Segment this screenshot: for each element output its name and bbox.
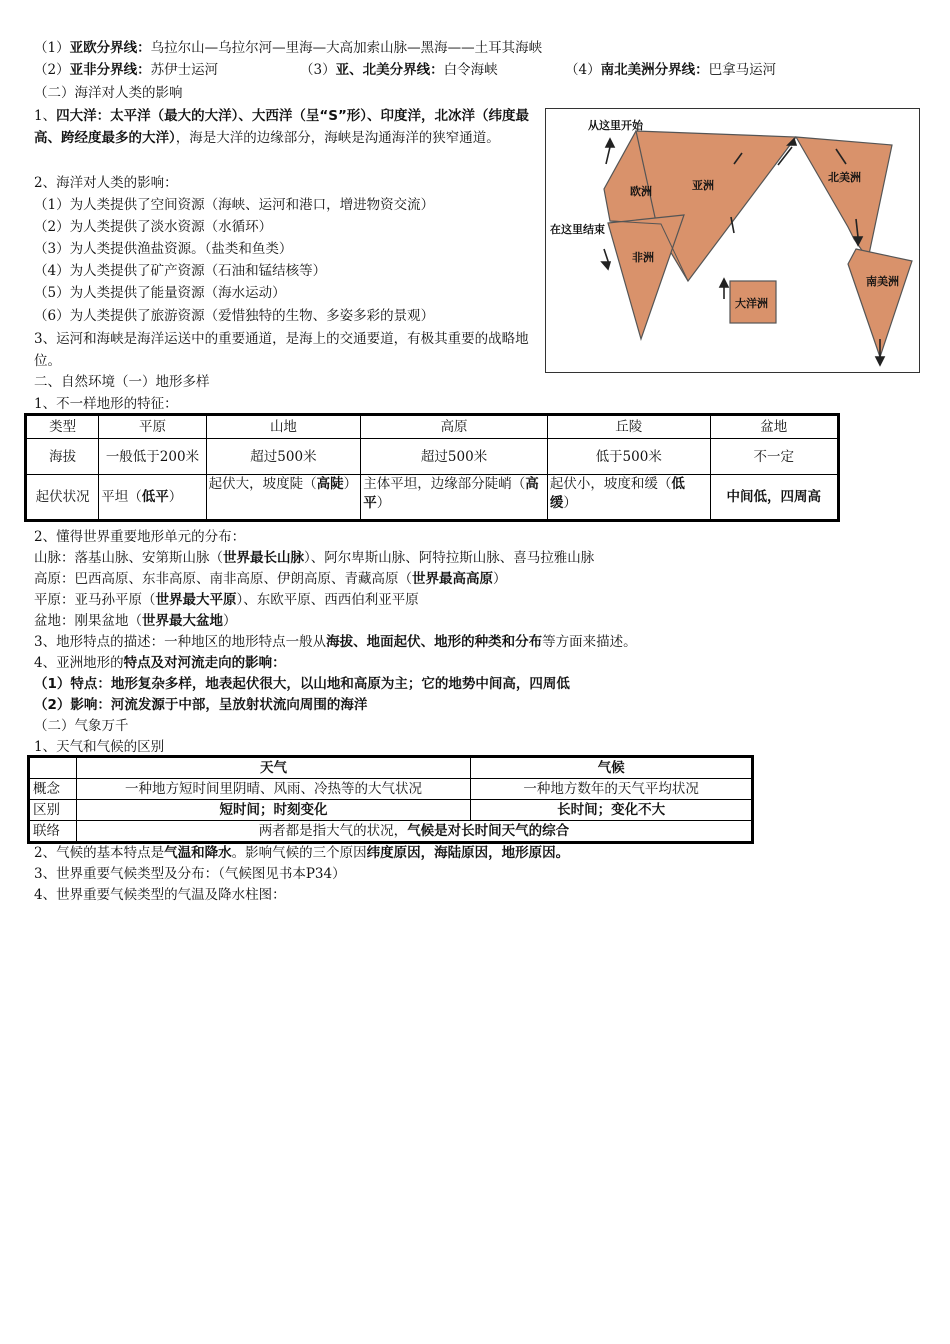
item-number: （4） <box>565 62 601 78</box>
terrain-description-line <box>34 631 637 653</box>
cell-difference-label: 区别 <box>29 800 77 821</box>
header-plain: 平原 <box>99 415 206 439</box>
africa-label: 非洲 <box>632 251 654 264</box>
line-bold: 纬度原因，海陆原因，地形原因。 <box>366 845 570 861</box>
header-weather <box>76 757 470 779</box>
cell-text: 起伏大，坡度陡（ <box>208 476 317 492</box>
continents-svg <box>546 109 919 372</box>
line-text: 。影响气候的三个原因 <box>231 845 367 861</box>
asia-influence-line <box>34 694 367 716</box>
line-bold: 气温和降水 <box>164 845 232 861</box>
table-row-difference <box>29 800 753 821</box>
boundary-title: 亚欧分界线： <box>69 40 151 56</box>
line-text: ） <box>223 613 237 629</box>
ocean-item-6: （6）为人类提供了旅游资源（爱惜独特的生物、多姿多彩的景观） <box>34 308 435 324</box>
boundary-text: 白令海峡 <box>443 62 498 78</box>
cell-bold: 低缓 <box>549 476 685 511</box>
south-america-label: 南美洲 <box>866 275 899 288</box>
line-bold: 特点及对河流走向的影响： <box>123 655 286 671</box>
header-text: 天气 <box>260 760 288 776</box>
cell-text: ） <box>376 495 391 511</box>
header-hill: 丘陵 <box>547 415 710 439</box>
line-text: ）、阿尔卑斯山脉、阿特拉斯山脉、喜马拉雅山脉 <box>304 550 595 566</box>
europe-label: 欧洲 <box>630 185 652 198</box>
paragraph-text: ，海是大洋的边缘部分，海峡是沟通海洋的狭窄通道。 <box>175 130 500 146</box>
line-text: 平原：亚马孙平原（ <box>34 592 156 608</box>
boundary-title: 亚、北美分界线： <box>335 62 444 78</box>
plains-line <box>34 589 419 611</box>
line-text: ） <box>493 571 507 587</box>
line-bold: （2）影响：河流发源于中部，呈放射状流向周围的海洋 <box>34 697 368 713</box>
line-text: 等方面来描述。 <box>542 634 637 650</box>
ocean-item-4: （4）为人类提供了矿产资源（石油和锰结核等） <box>34 263 327 279</box>
cell-bold: 高平 <box>363 476 539 511</box>
boundary-eurasia <box>34 37 542 59</box>
line-text: 山脉：落基山脉、安第斯山脉（ <box>34 550 223 566</box>
table-row-concept <box>29 779 753 800</box>
header-text: 气候 <box>597 760 625 776</box>
boundary-text: 苏伊士运河 <box>150 62 219 78</box>
cell-bold: 低平 <box>141 489 169 505</box>
cell-plain-relief <box>99 475 206 521</box>
cell-text: ） <box>343 476 358 492</box>
africa-shape <box>608 215 684 339</box>
arrow-start <box>606 147 610 164</box>
ocean-heading: （二）海洋对人类的影响 <box>34 85 183 101</box>
line-bold: 世界最大平原 <box>155 592 237 608</box>
climate-charts-line: 4、世界重要气候类型的气温及降水柱图： <box>34 887 286 903</box>
paragraph-number: 1、 <box>34 108 57 124</box>
cell-hill-altitude: 低于500米 <box>547 439 710 475</box>
boundary-asia-north-america <box>300 59 498 81</box>
basins-line <box>34 610 237 632</box>
asia-feature-line <box>34 673 570 695</box>
line-text: 高原：巴西高原、东非高原、南非高原、伊朗高原、青藏高原（ <box>34 571 412 587</box>
cell-concept-label: 概念 <box>29 779 77 800</box>
cell-altitude-label: 海拔 <box>26 439 99 475</box>
mountains-line <box>34 547 594 569</box>
cell-relation <box>76 821 752 843</box>
cell-plain-altitude: 一般低于200米 <box>99 439 206 475</box>
line-text: 盆地：刚果盆地（ <box>34 613 142 629</box>
cell-relation-label: 联络 <box>29 821 77 843</box>
table-header-row <box>26 415 839 439</box>
ocean-item-1: （1）为人类提供了空间资源（海峡、运河和港口，增进物资交流） <box>34 197 435 213</box>
line-bold: 世界最大盆地 <box>142 613 223 629</box>
line-text: 4、亚洲地形的 <box>34 655 124 671</box>
item-number: （2） <box>34 62 70 78</box>
cell-weather-concept: 一种地方短时间里阴晴、风雨、冷热等的大气状况 <box>76 779 470 800</box>
ocean-item-2: （2）为人类提供了淡水资源（水循环） <box>34 219 273 235</box>
line-bold: 海拔、地面起伏、地形的种类和分布 <box>326 634 543 650</box>
cell-text: 主体平坦，边缘部分陡峭（ <box>363 476 526 492</box>
start-label: 从这里开始 <box>588 119 643 132</box>
cell-bold: 气候是对长时间天气的综合 <box>407 823 570 839</box>
terrain-table <box>24 413 840 522</box>
cell-text: 起伏小，坡度和缓（ <box>549 476 672 492</box>
boundary-title: 亚非分界线： <box>69 62 151 78</box>
four-oceans: 四大洋：太平洋（最大的大洋）、大西洋（呈“S”形）、印度洋，北冰洋（纬度最高、跨经度最多的大洋） <box>34 108 530 146</box>
distribution-heading: 2、懂得世界重要地形单元的分布： <box>34 529 246 545</box>
item-number: （1） <box>34 40 70 56</box>
terrain-subheading: 1、不一样地形的特征： <box>34 396 178 412</box>
cell-weather-difference <box>76 800 470 821</box>
header-climate <box>471 757 753 779</box>
cell-relief-label: 起伏状况 <box>26 475 99 521</box>
nature-heading: 二、自然环境（一）地形多样 <box>34 374 210 390</box>
asia-terrain-line <box>34 652 286 674</box>
header-mountain: 山地 <box>206 415 361 439</box>
north-america-label: 北美洲 <box>828 171 861 184</box>
cell-hill-relief <box>547 475 710 521</box>
line-text: ）、东欧平原、西西伯利亚平原 <box>236 592 419 608</box>
cell-mountain-relief <box>206 475 361 521</box>
cell-mountain-altitude: 超过500米 <box>206 439 361 475</box>
cell-plateau-altitude: 超过500米 <box>361 439 548 475</box>
boundary-asia-africa <box>34 59 218 81</box>
end-label: 在这里结束 <box>550 223 605 236</box>
asia-label: 亚洲 <box>692 179 714 192</box>
cell-plateau-relief <box>361 475 548 521</box>
plateaus-line <box>34 568 507 590</box>
boundary-text: 巴拿马运河 <box>708 62 777 78</box>
continents-figure <box>545 108 920 373</box>
cell-bold: 短时间；时刻变化 <box>219 802 328 818</box>
boundary-text: 乌拉尔山—乌拉尔河—里海—大高加索山脉—黑海——土耳其海峡 <box>150 40 543 56</box>
item-number: （3） <box>300 62 336 78</box>
header-basin: 盆地 <box>710 415 839 439</box>
climate-heading: （二）气象万千 <box>34 718 129 734</box>
climate-table <box>27 755 754 844</box>
climate-features-line <box>34 842 569 864</box>
cell-climate-difference <box>471 800 753 821</box>
table-header-row <box>29 757 753 779</box>
cell-bold: 中间低，四周高 <box>726 489 821 505</box>
header-type: 类型 <box>26 415 99 439</box>
cell-text: 两者都是指大气的状况， <box>258 823 408 839</box>
line-text: 3、地形特点的描述：一种地区的地形特点一般从 <box>34 634 327 650</box>
climate-types-line: 3、世界重要气候类型及分布：（气候图见书本P34） <box>34 866 346 882</box>
line-bold: 世界最高高原 <box>412 571 493 587</box>
cell-text: 平坦（ <box>101 489 142 505</box>
cell-basin-altitude: 不一定 <box>710 439 839 475</box>
boundary-americas <box>565 59 776 81</box>
cell-bold: 高陡 <box>316 476 344 492</box>
ocean-paragraph-3: 3、运河和海峡是海洋运送中的重要通道，是海上的交通要道，有极其重要的战略地位。 <box>34 331 529 369</box>
cell-text: ） <box>168 489 183 505</box>
table-row-relief <box>26 475 839 521</box>
cell-basin-relief <box>710 475 839 521</box>
table-row-altitude <box>26 439 839 475</box>
line-bold: （1）特点：地形复杂多样，地表起伏很大，以山地和高原为主；它的地势中间高，四周低 <box>34 676 570 692</box>
cell-climate-concept: 一种地方数年的天气平均状况 <box>471 779 753 800</box>
climate-subheading: 1、天气和气候的区别 <box>34 739 165 755</box>
ocean-paragraph-2: 2、海洋对人类的影响： <box>34 175 178 191</box>
boundary-title: 南北美洲分界线： <box>600 62 709 78</box>
north-america-shape <box>796 137 892 259</box>
ocean-item-3: （3）为人类提供渔盐资源。（盐类和鱼类） <box>34 241 293 257</box>
cell-bold: 长时间；变化不大 <box>557 802 666 818</box>
header-empty <box>29 757 77 779</box>
table-row-relation <box>29 821 753 843</box>
line-text: 2、气候的基本特点是 <box>34 845 165 861</box>
line-bold: 世界最长山脉 <box>223 550 304 566</box>
ocean-item-5: （5）为人类提供了能量资源（海水运动） <box>34 285 286 301</box>
cell-text: ） <box>563 495 577 511</box>
ocean-paragraph-1 <box>34 105 534 149</box>
header-plateau: 高原 <box>361 415 548 439</box>
oceania-label: 大洋洲 <box>735 297 768 310</box>
